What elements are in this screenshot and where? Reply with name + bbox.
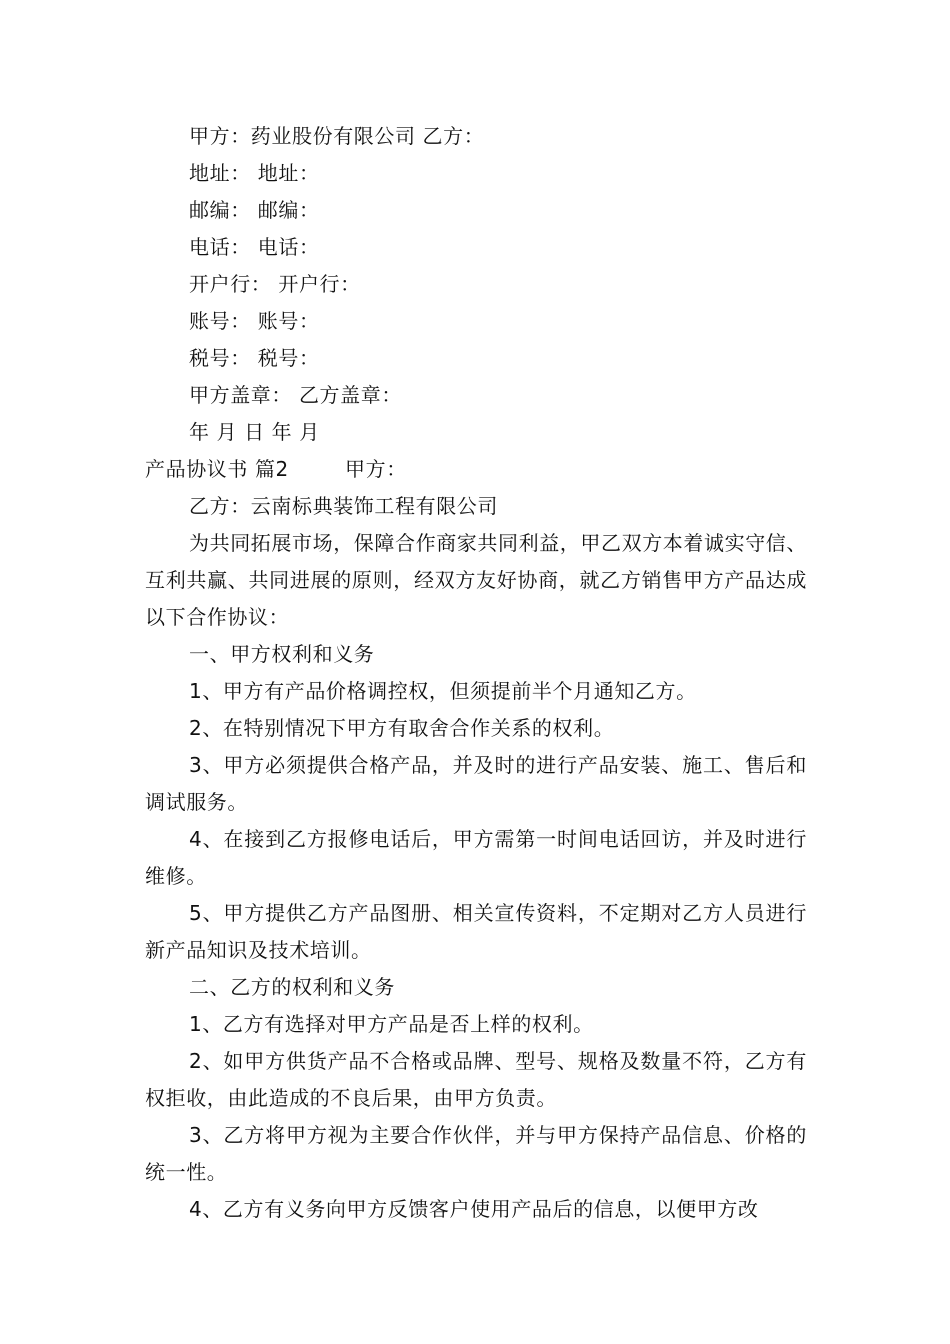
clause2-item: 1、乙方有选择对甲方产品是否上样的权利。 xyxy=(189,1012,594,1036)
document-body xyxy=(145,118,807,1228)
address-line: 地址： 地址： xyxy=(189,161,320,185)
clause2-item: 4、乙方有义务向甲方反馈客户使用产品后的信息，以便甲方改 xyxy=(189,1197,759,1221)
clause2-item: 3、乙方将甲方视为主要合作伙伴，并与甲方保持产品信息、价格的统一性。 xyxy=(145,1123,807,1184)
clause1-item: 3、甲方必须提供合格产品，并及时的进行产品安装、施工、售后和调试服务。 xyxy=(145,753,807,814)
section-party-a: 甲方： xyxy=(345,457,407,481)
tax-line: 税号： 税号： xyxy=(189,346,320,370)
clause2-item: 2、如甲方供货产品不合格或品牌、型号、规格及数量不符，乙方有权拒收，由此造成的不良后果，由甲方负责。 xyxy=(145,1049,807,1110)
party-a-line: 甲方：药业股份有限公司 乙方： xyxy=(189,124,485,148)
clause1-item: 5、甲方提供乙方产品图册、相关宣传资料，不定期对乙方人员进行新产品知识及技术培训。 xyxy=(145,901,807,962)
bank-line: 开户行： 开户行： xyxy=(189,272,361,296)
account-line: 账号： 账号： xyxy=(189,309,320,333)
section-heading-row xyxy=(145,451,807,488)
seal-line: 甲方盖章： 乙方盖章： xyxy=(189,383,402,407)
section-title: 产品协议书 篇2 xyxy=(145,457,289,481)
phone-line: 电话： 电话： xyxy=(189,235,320,259)
clause1-title: 一、甲方权利和义务 xyxy=(189,642,375,666)
party-b-line: 乙方：云南标典装饰工程有限公司 xyxy=(189,494,498,518)
clause1-item: 4、在接到乙方报修电话后，甲方需第一时间电话回访，并及时进行维修。 xyxy=(145,827,807,888)
postcode-line: 邮编： 邮编： xyxy=(189,198,320,222)
clause1-item: 1、甲方有产品价格调控权，但须提前半个月通知乙方。 xyxy=(189,679,697,703)
intro-paragraph: 为共同拓展市场，保障合作商家共同利益，甲乙双方本着诚实守信、互利共赢、共同进展的原则，经双方友好协商，就乙方销售甲方产品达成以下合作协议： xyxy=(145,531,807,629)
date-line: 年 月 日 年 月 xyxy=(189,420,320,444)
clause1-item: 2、在特别情况下甲方有取舍合作关系的权利。 xyxy=(189,716,615,740)
clause2-title: 二、乙方的权利和义务 xyxy=(189,975,395,999)
